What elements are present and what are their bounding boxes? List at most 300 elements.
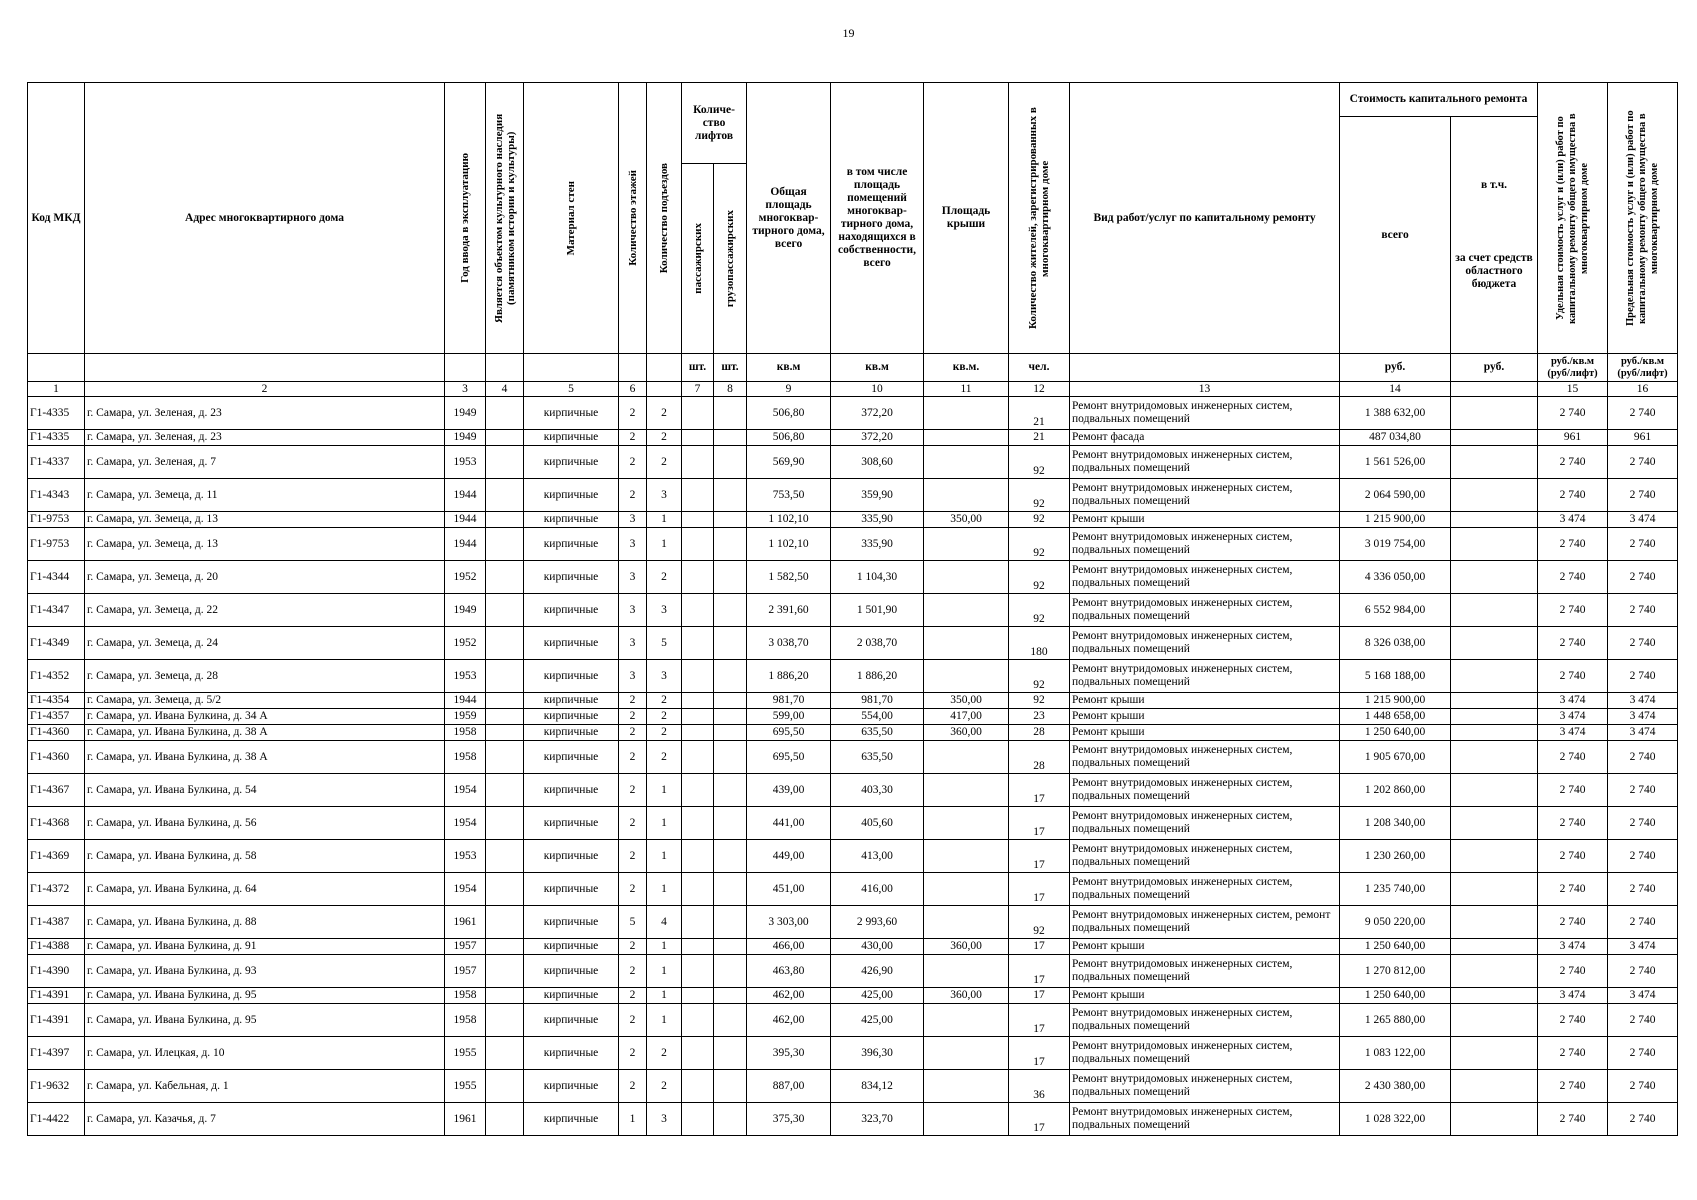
cell-passenger: [682, 397, 714, 430]
cell-floors: 2: [619, 1070, 647, 1103]
cell-passenger: [682, 939, 714, 955]
cell-total-area: 887,00: [747, 1070, 831, 1103]
cell-total-area: 441,00: [747, 807, 831, 840]
cell-owned-area: 308,60: [831, 446, 924, 479]
cell-code: Г1-9753: [28, 512, 85, 528]
cell-address: г. Самара, ул. Ивана Булкина, д. 56: [85, 807, 445, 840]
cell-address: г. Самара, ул. Земеца, д. 11: [85, 479, 445, 512]
cell-cost-total: 5 168 188,00: [1340, 660, 1451, 693]
header-residents: Количество жителей, зарегистрированных в многоквартирном доме: [1009, 83, 1070, 354]
cell-work-type: Ремонт внутридомовых инженерных систем, подвальных помещений: [1070, 561, 1340, 594]
cell-work-type: Ремонт крыши: [1070, 709, 1340, 725]
cell-max-cost: 3 474: [1608, 988, 1678, 1004]
cell-residents: 17: [1009, 873, 1070, 906]
cell-work-type: Ремонт внутридомовых инженерных систем, подвальных помещений: [1070, 446, 1340, 479]
cell-code: Г1-4369: [28, 840, 85, 873]
cell-total-area: 466,00: [747, 939, 831, 955]
column-number: 3: [445, 382, 486, 397]
cell-year: 1958: [445, 1004, 486, 1037]
cell-entrances: 2: [647, 741, 682, 774]
cell-year: 1957: [445, 955, 486, 988]
cell-work-type: Ремонт крыши: [1070, 939, 1340, 955]
cell-cost-total: 1 250 640,00: [1340, 988, 1451, 1004]
cell-passenger: [682, 430, 714, 446]
cell-heritage: [486, 430, 524, 446]
cell-floors: 2: [619, 709, 647, 725]
cell-address: г. Самара, ул. Ивана Булкина, д. 54: [85, 774, 445, 807]
cell-material: кирпичные: [524, 512, 619, 528]
cell-floors: 3: [619, 594, 647, 627]
cell-work-type: Ремонт внутридомовых инженерных систем, подвальных помещений: [1070, 660, 1340, 693]
header-incl: в т.ч.: [1480, 179, 1508, 191]
cell-roof-area: [924, 741, 1009, 774]
cell-address: г. Самара, ул. Ивана Булкина, д. 38 А: [85, 741, 445, 774]
cell-address: г. Самара, ул. Илецкая, д. 10: [85, 1037, 445, 1070]
cell-freight: [714, 774, 747, 807]
cell-owned-area: 396,30: [831, 1037, 924, 1070]
header-total-area: Общая площадь многоквар-тирного дома, всего: [747, 83, 831, 354]
cell-year: 1961: [445, 906, 486, 939]
cell-address: г. Самара, ул. Земеца, д. 24: [85, 627, 445, 660]
column-number: 4: [486, 382, 524, 397]
cell-entrances: 3: [647, 479, 682, 512]
cell-entrances: 1: [647, 873, 682, 906]
cell-material: кирпичные: [524, 479, 619, 512]
cell-code: Г1-4422: [28, 1103, 85, 1136]
cell-passenger: [682, 988, 714, 1004]
cell-heritage: [486, 807, 524, 840]
cell-floors: 2: [619, 741, 647, 774]
cell-residents: 17: [1009, 840, 1070, 873]
cell-entrances: 2: [647, 1037, 682, 1070]
cell-material: кирпичные: [524, 528, 619, 561]
cell-material: кирпичные: [524, 939, 619, 955]
cell-heritage: [486, 397, 524, 430]
cell-heritage: [486, 446, 524, 479]
cell-cost-total: 1 250 640,00: [1340, 725, 1451, 741]
cell-year: 1955: [445, 1037, 486, 1070]
cell-owned-area: 335,90: [831, 512, 924, 528]
table-row: [28, 906, 1678, 939]
cell-freight: [714, 988, 747, 1004]
column-number: 10: [831, 382, 924, 397]
cell-year: 1954: [445, 807, 486, 840]
header-code: Код МКД: [28, 83, 85, 354]
cell-unit-cost: 3 474: [1538, 939, 1608, 955]
cell-regional: [1451, 479, 1538, 512]
cell-address: г. Самара, ул. Ивана Булкина, д. 91: [85, 939, 445, 955]
cell-entrances: 3: [647, 594, 682, 627]
cell-unit-cost: 2 740: [1538, 479, 1608, 512]
cell-owned-area: 635,50: [831, 725, 924, 741]
cell-work-type: Ремонт внутридомовых инженерных систем, подвальных помещений: [1070, 1070, 1340, 1103]
cell-max-cost: 2 740: [1608, 873, 1678, 906]
cell-heritage: [486, 906, 524, 939]
cell-cost-total: 487 034,80: [1340, 430, 1451, 446]
cell-max-cost: 2 740: [1608, 1004, 1678, 1037]
cell-owned-area: 416,00: [831, 873, 924, 906]
cell-material: кирпичные: [524, 807, 619, 840]
cell-passenger: [682, 1103, 714, 1136]
cell-code: Г1-4391: [28, 1004, 85, 1037]
cell-code: Г1-4349: [28, 627, 85, 660]
cell-address: г. Самара, ул. Ивана Булкина, д. 34 А: [85, 709, 445, 725]
cell-entrances: 1: [647, 840, 682, 873]
column-number: 12: [1009, 382, 1070, 397]
cell-floors: 3: [619, 660, 647, 693]
cell-roof-area: 360,00: [924, 725, 1009, 741]
cell-entrances: 2: [647, 1070, 682, 1103]
table-row: [28, 840, 1678, 873]
cell-passenger: [682, 561, 714, 594]
cell-owned-area: 372,20: [831, 430, 924, 446]
cell-material: кирпичные: [524, 988, 619, 1004]
cell-total-area: 1 886,20: [747, 660, 831, 693]
column-number: [647, 382, 682, 397]
cell-cost-total: 2 430 380,00: [1340, 1070, 1451, 1103]
cell-address: г. Самара, ул. Зеленая, д. 23: [85, 430, 445, 446]
cell-residents: 92: [1009, 479, 1070, 512]
cell-regional: [1451, 446, 1538, 479]
cell-floors: 2: [619, 725, 647, 741]
cell-residents: 17: [1009, 939, 1070, 955]
cell-cost-total: 1 215 900,00: [1340, 512, 1451, 528]
cell-floors: 2: [619, 840, 647, 873]
table-row: [28, 1070, 1678, 1103]
cell-total-area: 569,90: [747, 446, 831, 479]
cell-floors: 2: [619, 693, 647, 709]
unit-regional: руб.: [1451, 354, 1538, 382]
cell-cost-total: 1 448 658,00: [1340, 709, 1451, 725]
cell-unit-cost: 2 740: [1538, 807, 1608, 840]
cell-heritage: [486, 1103, 524, 1136]
cell-owned-area: 1 104,30: [831, 561, 924, 594]
cell-code: Г1-4360: [28, 741, 85, 774]
cell-regional: [1451, 594, 1538, 627]
cell-unit-cost: 2 740: [1538, 1103, 1608, 1136]
cell-address: г. Самара, ул. Ивана Булкина, д. 88: [85, 906, 445, 939]
cell-year: 1954: [445, 774, 486, 807]
column-numbers-row: [28, 382, 1678, 397]
cell-roof-area: [924, 397, 1009, 430]
cell-address: г. Самара, ул. Кабельная, д. 1: [85, 1070, 445, 1103]
cell-year: 1958: [445, 725, 486, 741]
cell-owned-area: 403,30: [831, 774, 924, 807]
cell-entrances: 3: [647, 660, 682, 693]
cell-year: 1944: [445, 512, 486, 528]
header-address: Адрес многоквартирного дома: [85, 83, 445, 354]
cell-freight: [714, 725, 747, 741]
cell-owned-area: 430,00: [831, 939, 924, 955]
cell-heritage: [486, 873, 524, 906]
cell-regional: [1451, 774, 1538, 807]
cell-entrances: 4: [647, 906, 682, 939]
cell-entrances: 1: [647, 939, 682, 955]
cell-total-area: 395,30: [747, 1037, 831, 1070]
header-year: Год ввода в эксплуатацию: [445, 83, 486, 354]
cell-freight: [714, 627, 747, 660]
cell-max-cost: 3 474: [1608, 939, 1678, 955]
cell-work-type: Ремонт внутридомовых инженерных систем, подвальных помещений: [1070, 594, 1340, 627]
cell-max-cost: 2 740: [1608, 906, 1678, 939]
cell-address: г. Самара, ул. Земеца, д. 22: [85, 594, 445, 627]
cell-year: 1957: [445, 939, 486, 955]
cell-address: г. Самара, ул. Ивана Булкина, д. 93: [85, 955, 445, 988]
cell-entrances: 1: [647, 807, 682, 840]
cell-roof-area: [924, 906, 1009, 939]
cell-passenger: [682, 1004, 714, 1037]
cell-roof-area: [924, 528, 1009, 561]
cell-freight: [714, 561, 747, 594]
cell-year: 1961: [445, 1103, 486, 1136]
cell-owned-area: 2 038,70: [831, 627, 924, 660]
cell-unit-cost: 2 740: [1538, 840, 1608, 873]
cell-heritage: [486, 988, 524, 1004]
cell-roof-area: [924, 774, 1009, 807]
cell-max-cost: 3 474: [1608, 693, 1678, 709]
cell-entrances: 1: [647, 955, 682, 988]
header-unit-cost: Удельная стоимость услуг и (или) работ по капитальному ремонту общего имущества в многоквартирном доме: [1538, 83, 1608, 354]
cell-total-area: 2 391,60: [747, 594, 831, 627]
cell-work-type: Ремонт внутридомовых инженерных систем, подвальных помещений: [1070, 479, 1340, 512]
cell-max-cost: 2 740: [1608, 807, 1678, 840]
cell-year: 1952: [445, 627, 486, 660]
column-number: 1: [28, 382, 85, 397]
cell-unit-cost: 2 740: [1538, 955, 1608, 988]
unit-freight: шт.: [714, 354, 747, 382]
cell-regional: [1451, 561, 1538, 594]
column-number: 5: [524, 382, 619, 397]
cell-roof-area: [924, 955, 1009, 988]
cell-regional: [1451, 873, 1538, 906]
cell-roof-area: [924, 1070, 1009, 1103]
cell-roof-area: [924, 479, 1009, 512]
cell-max-cost: 3 474: [1608, 512, 1678, 528]
cell-code: Г1-9753: [28, 528, 85, 561]
cell-total-area: 981,70: [747, 693, 831, 709]
cell-roof-area: [924, 446, 1009, 479]
table-row: [28, 512, 1678, 528]
header-max-cost: Предельная стоимость услуг и (или) работ по капитальному ремонту общего имущества в многоквартирном доме: [1608, 83, 1678, 354]
cell-code: Г1-4354: [28, 693, 85, 709]
cell-cost-total: 1 202 860,00: [1340, 774, 1451, 807]
cell-residents: 92: [1009, 446, 1070, 479]
header-cost-total: всего: [1340, 117, 1451, 354]
cell-work-type: Ремонт внутридомовых инженерных систем, подвальных помещений: [1070, 840, 1340, 873]
cell-work-type: Ремонт внутридомовых инженерных систем, ремонт подвальных помещений: [1070, 906, 1340, 939]
cell-max-cost: 2 740: [1608, 627, 1678, 660]
cell-passenger: [682, 741, 714, 774]
cell-work-type: Ремонт крыши: [1070, 693, 1340, 709]
cell-code: Г1-4390: [28, 955, 85, 988]
table-row: [28, 660, 1678, 693]
cell-work-type: Ремонт внутридомовых инженерных систем, подвальных помещений: [1070, 1103, 1340, 1136]
cell-roof-area: [924, 660, 1009, 693]
cell-entrances: 2: [647, 725, 682, 741]
table-row: [28, 709, 1678, 725]
cell-residents: 17: [1009, 955, 1070, 988]
cell-work-type: Ремонт крыши: [1070, 988, 1340, 1004]
cell-max-cost: 2 740: [1608, 955, 1678, 988]
cell-code: Г1-4368: [28, 807, 85, 840]
cell-cost-total: 9 050 220,00: [1340, 906, 1451, 939]
table-row: [28, 873, 1678, 906]
cell-owned-area: 2 993,60: [831, 906, 924, 939]
cell-work-type: Ремонт внутридомовых инженерных систем, подвальных помещений: [1070, 397, 1340, 430]
cell-heritage: [486, 741, 524, 774]
cell-heritage: [486, 840, 524, 873]
header-passenger: пассажирских: [682, 164, 714, 354]
cell-floors: 2: [619, 939, 647, 955]
cell-regional: [1451, 1103, 1538, 1136]
cell-residents: 180: [1009, 627, 1070, 660]
cell-floors: 2: [619, 430, 647, 446]
cell-total-area: 599,00: [747, 709, 831, 725]
cell-roof-area: [924, 1037, 1009, 1070]
cell-regional: [1451, 807, 1538, 840]
column-number: 16: [1608, 382, 1678, 397]
table-row: [28, 561, 1678, 594]
cell-residents: 21: [1009, 397, 1070, 430]
cell-freight: [714, 446, 747, 479]
cell-unit-cost: 2 740: [1538, 1070, 1608, 1103]
cell-max-cost: 2 740: [1608, 446, 1678, 479]
cell-material: кирпичные: [524, 741, 619, 774]
cell-heritage: [486, 479, 524, 512]
cell-total-area: 439,00: [747, 774, 831, 807]
cell-cost-total: 6 552 984,00: [1340, 594, 1451, 627]
cell-work-type: Ремонт крыши: [1070, 725, 1340, 741]
cell-cost-total: 1 235 740,00: [1340, 873, 1451, 906]
cell-code: Г1-4335: [28, 397, 85, 430]
cell-max-cost: 2 740: [1608, 774, 1678, 807]
cell-freight: [714, 1037, 747, 1070]
cell-heritage: [486, 561, 524, 594]
cell-owned-area: 554,00: [831, 709, 924, 725]
cell-heritage: [486, 955, 524, 988]
cell-cost-total: 1 083 122,00: [1340, 1037, 1451, 1070]
header-entrances: Количество подъездов: [647, 83, 682, 354]
table-row: [28, 807, 1678, 840]
cell-unit-cost: 2 740: [1538, 397, 1608, 430]
cell-max-cost: 2 740: [1608, 840, 1678, 873]
cell-regional: [1451, 955, 1538, 988]
cell-unit-cost: 2 740: [1538, 627, 1608, 660]
cell-max-cost: 2 740: [1608, 660, 1678, 693]
cell-max-cost: 961: [1608, 430, 1678, 446]
cell-freight: [714, 693, 747, 709]
cell-roof-area: 350,00: [924, 693, 1009, 709]
cell-unit-cost: 2 740: [1538, 660, 1608, 693]
cell-regional: [1451, 1004, 1538, 1037]
cell-unit-cost: 2 740: [1538, 594, 1608, 627]
cell-residents: 28: [1009, 741, 1070, 774]
cell-unit-cost: 2 740: [1538, 561, 1608, 594]
cell-residents: 28: [1009, 725, 1070, 741]
table-row: [28, 1004, 1678, 1037]
cell-passenger: [682, 840, 714, 873]
cell-code: Г1-9632: [28, 1070, 85, 1103]
cell-floors: 3: [619, 512, 647, 528]
table-row: [28, 693, 1678, 709]
cell-passenger: [682, 528, 714, 561]
cell-residents: 17: [1009, 807, 1070, 840]
cell-entrances: 1: [647, 988, 682, 1004]
cell-cost-total: 1 388 632,00: [1340, 397, 1451, 430]
cell-residents: 92: [1009, 528, 1070, 561]
cell-cost-total: 8 326 038,00: [1340, 627, 1451, 660]
cell-material: кирпичные: [524, 693, 619, 709]
cell-heritage: [486, 512, 524, 528]
cell-max-cost: 2 740: [1608, 1037, 1678, 1070]
cell-floors: 2: [619, 479, 647, 512]
cell-owned-area: 1 886,20: [831, 660, 924, 693]
cell-year: 1944: [445, 479, 486, 512]
capital-repair-table: [27, 82, 1678, 1136]
column-number: 14: [1340, 382, 1451, 397]
header-freight: грузопассажирских: [714, 164, 747, 354]
cell-cost-total: 1 028 322,00: [1340, 1103, 1451, 1136]
cell-code: Г1-4360: [28, 725, 85, 741]
cell-residents: 17: [1009, 1103, 1070, 1136]
cell-material: кирпичные: [524, 955, 619, 988]
cell-address: г. Самара, ул. Земеца, д. 20: [85, 561, 445, 594]
cell-passenger: [682, 627, 714, 660]
cell-total-area: 451,00: [747, 873, 831, 906]
cell-owned-area: 425,00: [831, 1004, 924, 1037]
cell-unit-cost: 2 740: [1538, 528, 1608, 561]
cell-work-type: Ремонт внутридомовых инженерных систем, подвальных помещений: [1070, 1037, 1340, 1070]
cell-year: 1955: [445, 1070, 486, 1103]
cell-total-area: 695,50: [747, 725, 831, 741]
cell-material: кирпичные: [524, 906, 619, 939]
cell-year: 1954: [445, 873, 486, 906]
cell-floors: 2: [619, 807, 647, 840]
cell-unit-cost: 3 474: [1538, 693, 1608, 709]
cell-cost-total: 1 905 670,00: [1340, 741, 1451, 774]
cell-unit-cost: 2 740: [1538, 1037, 1608, 1070]
cell-year: 1953: [445, 446, 486, 479]
cell-owned-area: 359,90: [831, 479, 924, 512]
cell-roof-area: [924, 1103, 1009, 1136]
cell-heritage: [486, 709, 524, 725]
cell-material: кирпичные: [524, 430, 619, 446]
cell-regional: [1451, 741, 1538, 774]
cell-roof-area: [924, 1004, 1009, 1037]
table-row: [28, 774, 1678, 807]
cell-passenger: [682, 1037, 714, 1070]
cell-address: г. Самара, ул. Ивана Булкина, д. 38 А: [85, 725, 445, 741]
cell-work-type: Ремонт крыши: [1070, 512, 1340, 528]
cell-freight: [714, 594, 747, 627]
cell-roof-area: 360,00: [924, 988, 1009, 1004]
cell-code: Г1-4335: [28, 430, 85, 446]
cell-year: 1944: [445, 693, 486, 709]
cell-freight: [714, 807, 747, 840]
unit-total-area: кв.м: [747, 354, 831, 382]
cell-total-area: 1 102,10: [747, 512, 831, 528]
cell-regional: [1451, 840, 1538, 873]
cell-freight: [714, 906, 747, 939]
cell-year: 1953: [445, 660, 486, 693]
table-row: [28, 1037, 1678, 1070]
cell-entrances: 5: [647, 627, 682, 660]
cell-owned-area: 405,60: [831, 807, 924, 840]
cell-cost-total: 1 250 640,00: [1340, 939, 1451, 955]
cell-floors: 2: [619, 1037, 647, 1070]
cell-code: Г1-4372: [28, 873, 85, 906]
unit-cost-total: руб.: [1340, 354, 1451, 382]
